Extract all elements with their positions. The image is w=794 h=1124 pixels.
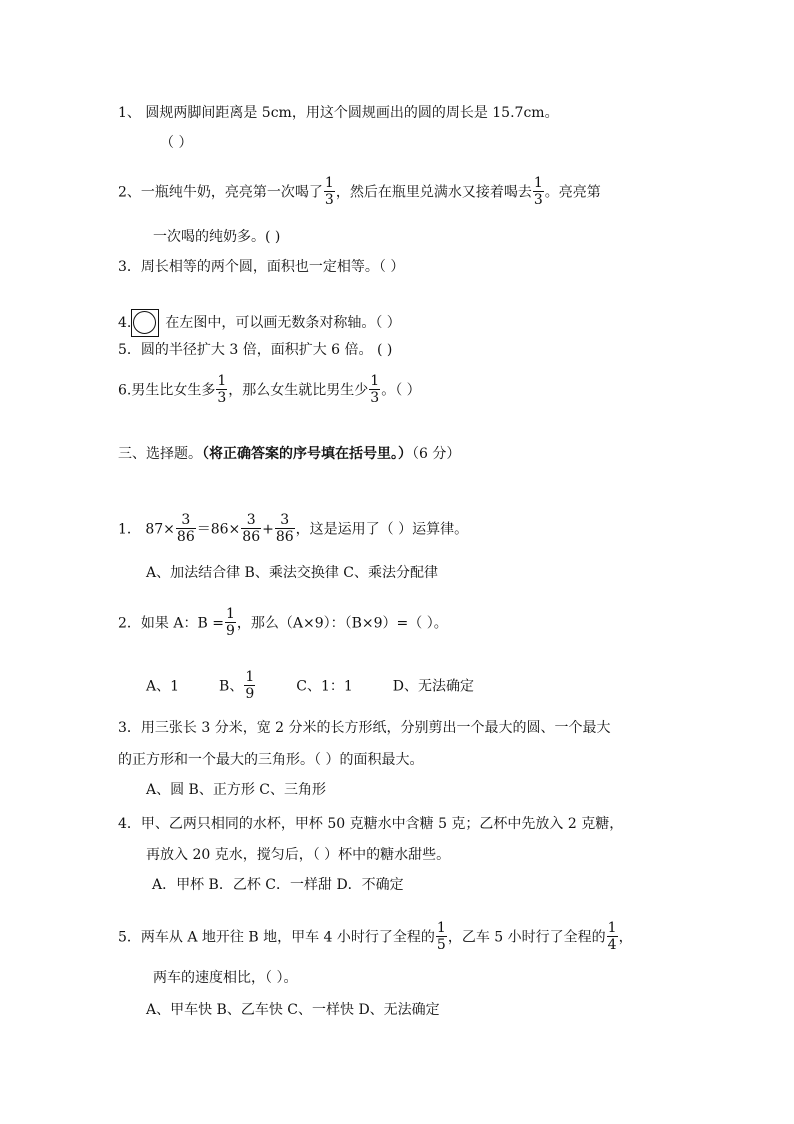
judge-q6: 6.男生比女生多 $\frac{1}{3}$ ，那么女生就比男生少 $\frac{1}{3}$ 。（ ） [118, 373, 421, 406]
choice-q1: 1． 87× $\frac{3}{86}$ ＝86× $\frac{3}{86}$ + $\frac{3}{86}$ ，这是运用了（ ）运算律。 [118, 512, 469, 545]
judge-q3: 3．周长相等的两个圆，面积也一定相等。（ ） [118, 259, 405, 275]
choice-q4-options[interactable]: A．甲杯 B．乙杯 C．一样甜 D．不确定 [152, 877, 404, 893]
option-a[interactable]: A、1 [146, 678, 180, 695]
fraction-3-86: $\frac{3}{86}$ [275, 512, 294, 545]
fraction-3-86: $\frac{3}{86}$ [242, 512, 261, 545]
choice-q2-options[interactable] [146, 670, 474, 703]
fraction-1-9: $\frac{1}{9}$ [225, 606, 235, 639]
option-d[interactable]: D、无法确定 [392, 678, 475, 695]
choice-q4-line2: 再放入 20 克水，搅匀后，（ ）杯中的糖水甜些。 [146, 847, 451, 863]
choice-q4-line1: 4．甲、乙两只相同的水杯，甲杯 50 克糖水中含糖 5 克；乙杯中先放入 2 克糖， [118, 816, 624, 832]
option-b[interactable]: B、 [219, 678, 244, 695]
choice-q2: 2．如果 A：B = $\frac{1}{9}$ ，那么（A×9）：（B×9）=（ ）。 [118, 606, 448, 639]
judge-q1 [118, 103, 559, 123]
judge-q2: 2、一瓶纯牛奶，亮亮第一次喝了 $\frac{1}{3}$ ，然后在瓶里兑满水又接着喝去 $\frac{1}{3}$ 。亮亮第 [118, 175, 601, 208]
choice-q1-options[interactable]: A、加法结合律 B、乘法交换律 C、乘法分配律 [146, 565, 439, 581]
fraction-3-86: $\frac{3}{86}$ [176, 512, 195, 545]
option-c[interactable]: C、1：1 [296, 678, 353, 695]
judge-q5: 5．圆的半径扩大 3 倍，面积扩大 6 倍。 ( ) [118, 342, 393, 358]
judge-q4: 4. 在左图中，可以画无数条对称轴。（ ） [118, 306, 401, 340]
choice-q5: 5．两车从 A 地开往 B 地，甲车 4 小时行了全程的 $\frac{1}{5}$ ，乙车 5 小时行了全程的 $\frac{1}{4}$ ， [118, 920, 633, 953]
choice-q5-options[interactable]: A、甲车快 B、乙车快 C、一样快 D、无法确定 [146, 1002, 440, 1018]
choice-q5-line2: 两车的速度相比，（ ）。 [153, 970, 298, 986]
section-3-heading: 三、选择题。（将正确答案的序号填在括号里。）（6 分） [118, 446, 461, 462]
fraction-1-9: $\frac{1}{9}$ [245, 669, 255, 702]
judge-q1-text: 1、 圆规两脚间距离是 5cm，用这个圆规画出的圆的周长是 15.7cm。 [118, 105, 559, 121]
fraction-1-4: $\frac{1}{4}$ [607, 920, 617, 953]
choice-q3-options[interactable]: A、圆 B、正方形 C、三角形 [146, 782, 327, 798]
fraction-one-third: $\frac{1}{3}$ [533, 175, 543, 208]
fraction-1-5: $\frac{1}{5}$ [436, 920, 446, 953]
fraction-one-third: $\frac{1}{3}$ [370, 373, 380, 406]
section-3-instruction: （将正确答案的序号填在括号里。） [202, 446, 412, 462]
fraction-one-third: $\frac{1}{3}$ [324, 175, 334, 208]
circle-in-square-figure [131, 309, 159, 337]
judge-q2-line2: 一次喝的纯奶多。( ) [153, 229, 281, 245]
fraction-one-third: $\frac{1}{3}$ [217, 373, 227, 406]
section-3-score: （6 分） [412, 446, 461, 462]
choice-q3-line1: 3．用三张长 3 分米，宽 2 分米的长方形纸，分别剪出一个最大的圆、一个最大 [118, 720, 611, 736]
choice-q3-line2: 的正方形和一个最大的三角形。（ ）的面积最大。 [118, 752, 424, 768]
judge-q1-answer-paren[interactable]: （ ） [160, 135, 193, 151]
